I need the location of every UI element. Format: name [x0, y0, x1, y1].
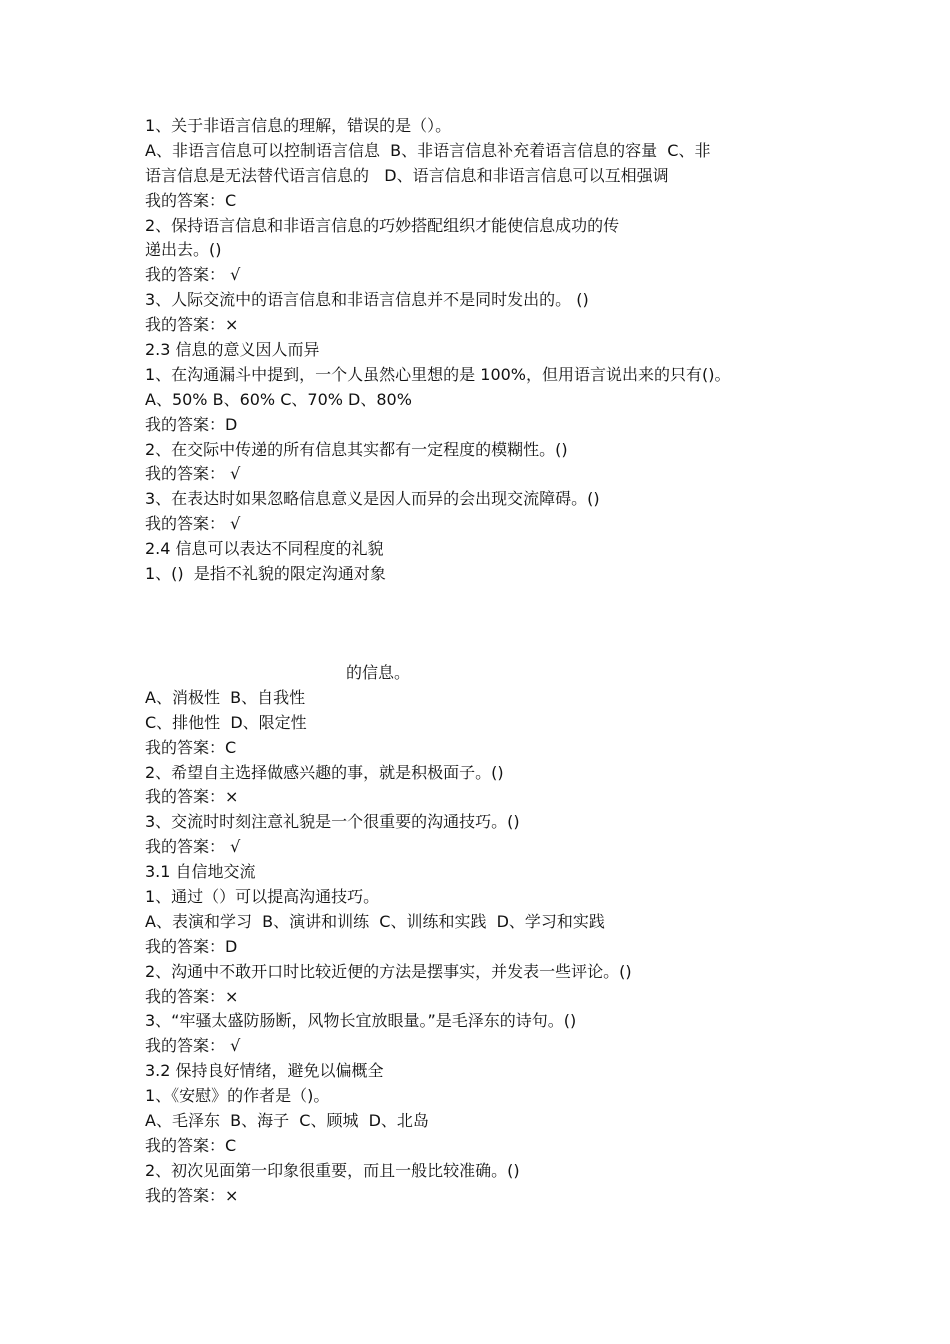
- text-fragment: 的信息。: [346, 663, 411, 682]
- text-line: 我的答案：C: [145, 1135, 237, 1155]
- text-line: 2、在交际中传递的所有信息其实都有一定程度的模糊性。(): [145, 439, 568, 459]
- text-line: 我的答案：D: [145, 936, 238, 956]
- text-line: C、排他性 D、限定性: [145, 712, 307, 732]
- section-heading: 2.3 信息的意义因人而异: [145, 340, 320, 360]
- text-line: A、表演和学习 B、演讲和训练 C、训练和实践 D、学习和实践: [145, 911, 605, 931]
- text-line: A、非语言信息可以控制语言信息 B、非语言信息补充着语言信息的容量 C、非: [145, 140, 711, 160]
- text-line: 1、《安慰》的作者是（)。: [145, 1086, 330, 1106]
- text-line: 3、在表达时如果忽略信息意义是因人而异的会出现交流障碍。(): [145, 489, 600, 509]
- text-line: 2、保持语言信息和非语言信息的巧妙搭配组织才能使信息成功的传: [145, 215, 620, 235]
- text-line: 我的答案： √: [145, 837, 241, 857]
- text-line: 我的答案：×: [145, 986, 239, 1006]
- text-line: 语言信息是无法替代语言信息的 D、语言信息和非语言信息可以互相强调: [145, 165, 669, 185]
- text-block-top: [145, 114, 815, 587]
- text-line: 2、初次见面第一印象很重要，而且一般比较准确。(): [145, 1160, 520, 1180]
- text-line: 我的答案：×: [145, 315, 239, 335]
- section-heading: 2.4 信息可以表达不同程度的礼貌: [145, 539, 384, 559]
- text-line: 1、() 是指不礼貌的限定沟通对象: [145, 564, 386, 584]
- text-line: 我的答案：C: [145, 737, 237, 757]
- text-line: 我的答案： √: [145, 1036, 241, 1056]
- text-line: 2、希望自主选择做感兴趣的事，就是积极面子。(): [145, 762, 504, 782]
- text-line: 我的答案：×: [145, 787, 239, 807]
- section-heading: 3.1 自信地交流: [145, 862, 256, 882]
- text-line: 我的答案： √: [145, 265, 241, 285]
- text-line: 我的答案：D: [145, 414, 238, 434]
- text-line: A、毛泽东 B、海子 C、顾城 D、北岛: [145, 1111, 429, 1131]
- text-line: 1、在沟通漏斗中提到，一个人虽然心里想的是 100%，但用语言说出来的只有()。: [145, 364, 731, 384]
- text-line: 3、人际交流中的语言信息和非语言信息并不是同时发出的。 (): [145, 290, 589, 310]
- text-line: A、消极性 B、自我性: [145, 687, 306, 707]
- text-line: 1、通过（）可以提高沟通技巧。: [145, 887, 380, 907]
- text-line: 我的答案： √: [145, 464, 241, 484]
- text-line: 我的答案： √: [145, 514, 241, 534]
- text-line: 3、交流时时刻注意礼貌是一个很重要的沟通技巧。(): [145, 812, 520, 832]
- section-heading: 3.2 保持良好情绪，避免以偏概全: [145, 1061, 384, 1081]
- text-block-bottom: [145, 661, 815, 1209]
- text-line: 3、“牢骚太盛防肠断，风物长宜放眼量。”是毛泽东的诗句。(): [145, 1011, 577, 1031]
- text-line: A、50% B、60% C、70% D、80%: [145, 389, 412, 409]
- text-line: 我的答案：C: [145, 190, 237, 210]
- text-line: 2、沟通中不敢开口时比较近便的方法是摆事实，并发表一些评论。(): [145, 961, 632, 981]
- text-line: 我的答案：×: [145, 1185, 239, 1205]
- text-line: 递出去。(): [145, 240, 222, 260]
- text-line: 1、关于非语言信息的理解，错误的是（）。: [145, 116, 452, 135]
